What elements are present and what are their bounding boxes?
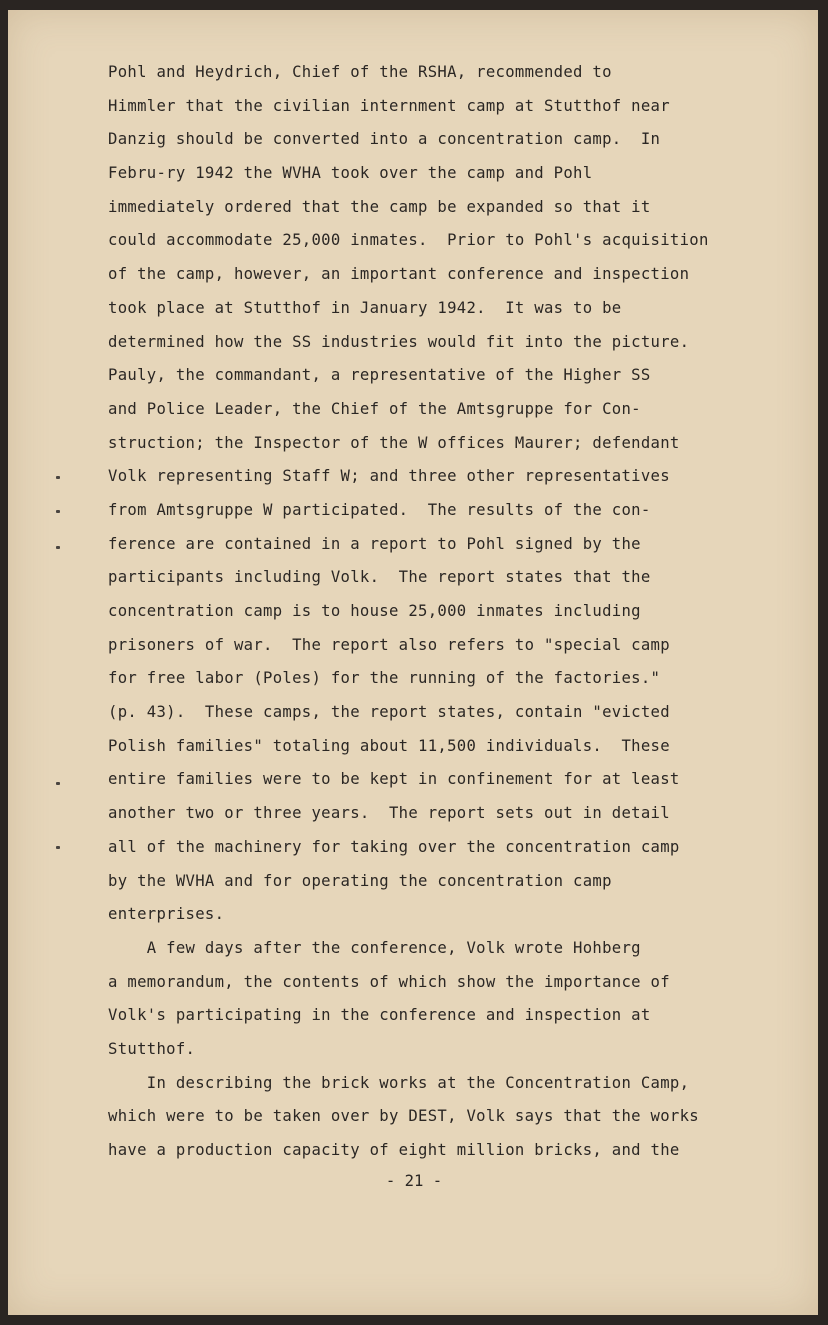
typed-text-body [108,56,768,1168]
text-line: Polish families" totaling about 11,500 individuals. These [108,736,670,755]
margin-mark [56,782,60,785]
text-line: enterprises. [108,905,225,924]
text-line: Pohl and Heydrich, Chief of the RSHA, recommended to [108,63,612,81]
margin-mark [56,510,60,513]
text-line: Volk's participating in the conference and inspection at [108,1006,651,1025]
margin-mark [56,546,60,549]
text-line: Febru-ry 1942 the WVHA took over the camp and Pohl [108,164,593,183]
text-line: another two or three years. The report sets out in detail [108,804,670,823]
page-number: - 21 - [385,1172,443,1190]
margin-mark [56,476,60,479]
text-line: from Amtsgruppe W participated. The results of the con- [108,500,651,519]
text-line: A few days after the conference, Volk wrote Hohberg [108,938,641,957]
margin-mark [56,846,60,849]
text-line: could accommodate 25,000 inmates. Prior to Pohl's acquisition [108,231,709,250]
text-line: took place at Stutthof in January 1942. It was to be [108,298,622,317]
text-line: struction; the Inspector of the W offices Maurer; defendant [108,433,680,452]
text-line: by the WVHA and for operating the concentration camp [108,871,612,890]
text-line: immediately ordered that the camp be expanded so that it [108,197,651,216]
text-line: Volk representing Staff W; and three other representatives [108,467,670,486]
text-line: determined how the SS industries would fit into the picture. [108,332,690,351]
text-line: participants including Volk. The report states that the [108,568,651,587]
text-line: ference are contained in a report to Pohl signed by the [108,534,641,553]
text-line: concentration camp is to house 25,000 inmates including [108,602,641,620]
text-line: Danzig should be converted into a concentration camp. In [108,130,661,149]
text-line: a memorandum, the contents of which show the importance of [108,972,670,991]
text-line: which were to be taken over by DEST, Volk says that the works [108,1107,699,1126]
text-line: Stutthof. [108,1039,196,1058]
text-line: all of the machinery for taking over the concentration camp [108,837,680,856]
text-line: entire families were to be kept in confinement for at least [108,770,680,789]
text-line: prisoners of war. The report also refers to "special camp [108,635,670,654]
text-line: for free labor (Poles) for the running of the factories." [108,669,661,688]
text-line: have a production capacity of eight million bricks, and the [108,1141,680,1159]
text-line: Himmler that the civilian internment camp at Stutthof near [108,96,670,115]
text-line: of the camp, however, an important conference and inspection [108,265,690,284]
text-line: Pauly, the commandant, a representative of the Higher SS [108,366,651,385]
text-line: and Police Leader, the Chief of the Amtsgruppe for Con- [108,399,641,418]
text-line: In describing the brick works at the Concentration Camp, [108,1073,690,1092]
text-line: (p. 43). These camps, the report states, contain "evicted [108,703,670,722]
